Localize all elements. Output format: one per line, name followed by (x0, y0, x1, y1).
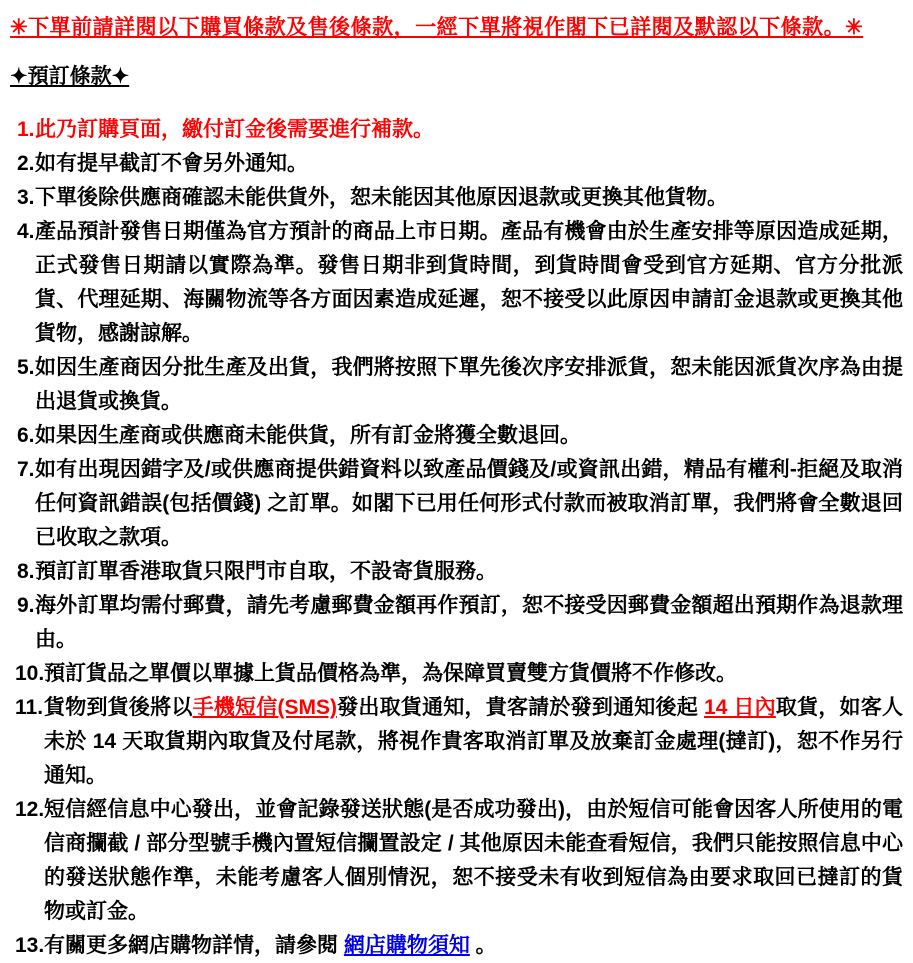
term-text: 。 (469, 934, 497, 957)
term-number: 3. (17, 186, 35, 209)
highlighted-term-text: 14 日內 (704, 696, 776, 719)
term-number: 4. (17, 220, 35, 243)
term-text: 短信經信息中心發出，並會記錄發送狀態(是否成功發出)，由於短信可能會因客人所使用的電信商攔截 / 部分型號手機內置短信攔置設定 / 其他原因未能查看短信，我們只能按照信息中心的發送狀態作準，未能考慮客人個別情況，恕不接受未有收到短信為由要求取回已撻訂的貨物或訂金。 (44, 798, 903, 923)
term-item-12 (8, 793, 903, 929)
pre-order-notice-banner: ✳下單前請詳閱以下購買條款及售後條款，一經下單將視作閣下已詳閱及默認以下條款。✳ (10, 16, 864, 39)
term-number: 9. (17, 594, 35, 617)
term-number: 2. (17, 152, 35, 175)
term-text: 海外訂單均需付郵費，請先考慮郵費金額再作預訂，恕不接受因郵費金額超出預期作為退款理由。 (35, 594, 903, 651)
term-number: 6. (17, 424, 35, 447)
term-text: 此乃訂購頁面，繳付訂金後需要進行補款。 (35, 118, 434, 141)
term-text: 取貨，如客人未於 14 天取貨期內取貨及付尾款，將視作貴客取消訂單及放棄訂金處理(撻訂)，恕不作另行通知。 (44, 696, 904, 787)
section-title-preorder-terms: ✦預訂條款✦ (10, 65, 130, 88)
term-number: 7. (17, 458, 35, 481)
term-number: 8. (17, 560, 35, 583)
term-text: 貨物到貨後將以 (44, 696, 193, 719)
term-text: 預訂訂單香港取貨只限門市自取，不設寄貨服務。 (35, 560, 497, 583)
term-item-13 (8, 929, 903, 963)
term-text: 有關更多網店購物詳情，請參閱 (44, 934, 344, 957)
term-item-8 (8, 555, 903, 589)
term-item-7 (8, 453, 903, 555)
highlighted-term-text: 手機短信(SMS) (192, 696, 337, 719)
term-item-5 (8, 351, 903, 419)
term-item-10 (8, 657, 903, 691)
term-item-3 (8, 181, 903, 215)
term-text: 如有出現因錯字及/或供應商提供錯資料以致產品價錢及/或資訊出錯，精品有權利-拒絕及取消任何資訊錯誤(包括價錢) 之訂單。如閣下已用任何形式付款而被取消訂單，我們將會全數退回已收取之款項。 (35, 458, 903, 549)
term-text: 下單後除供應商確認未能供貨外，恕未能因其他原因退款或更換其他貨物。 (35, 186, 728, 209)
terms-list (8, 113, 903, 963)
term-number: 10. (15, 662, 45, 685)
term-number: 11. (15, 696, 44, 719)
term-text: 產品預計發售日期僅為官方預計的商品上市日期。產品有機會由於生產安排等原因造成延期，正式發售日期請以實際為準。發售日期非到貨時間，到貨時間會受到官方延期、官方分批派貨、代理延期、海關物流等各方面因素造成延遲，恕不接受以此原因申請訂金退款或更換其他貨物，感謝諒解。 (35, 220, 903, 345)
term-text: 如果因生產商或供應商未能供貨，所有訂金將獲全數退回。 (35, 424, 581, 447)
term-item-6 (8, 419, 903, 453)
term-text: 如因生產商因分批生產及出貨，我們將按照下單先後次序安排派貨，恕未能因派貨次序為由提出退貨或換貨。 (35, 356, 903, 413)
term-item-9 (8, 589, 903, 657)
term-item-2 (8, 147, 903, 181)
term-text: 發出取貨通知，貴客請於發到通知後起 (336, 696, 705, 719)
term-number: 5. (17, 356, 35, 379)
term-text: 如有提早截訂不會另外通知。 (35, 152, 308, 175)
term-item-1 (8, 113, 903, 147)
shop-notice-link[interactable]: 網店購物須知 (343, 934, 470, 957)
term-number: 1. (17, 118, 35, 141)
term-number: 12. (15, 798, 45, 821)
term-item-11 (8, 691, 903, 793)
term-number: 13. (15, 934, 45, 957)
term-item-4 (8, 215, 903, 351)
term-text: 預訂貨品之單價以單據上貨品價格為準，為保障買賣雙方貨價將不作修改。 (44, 662, 737, 685)
